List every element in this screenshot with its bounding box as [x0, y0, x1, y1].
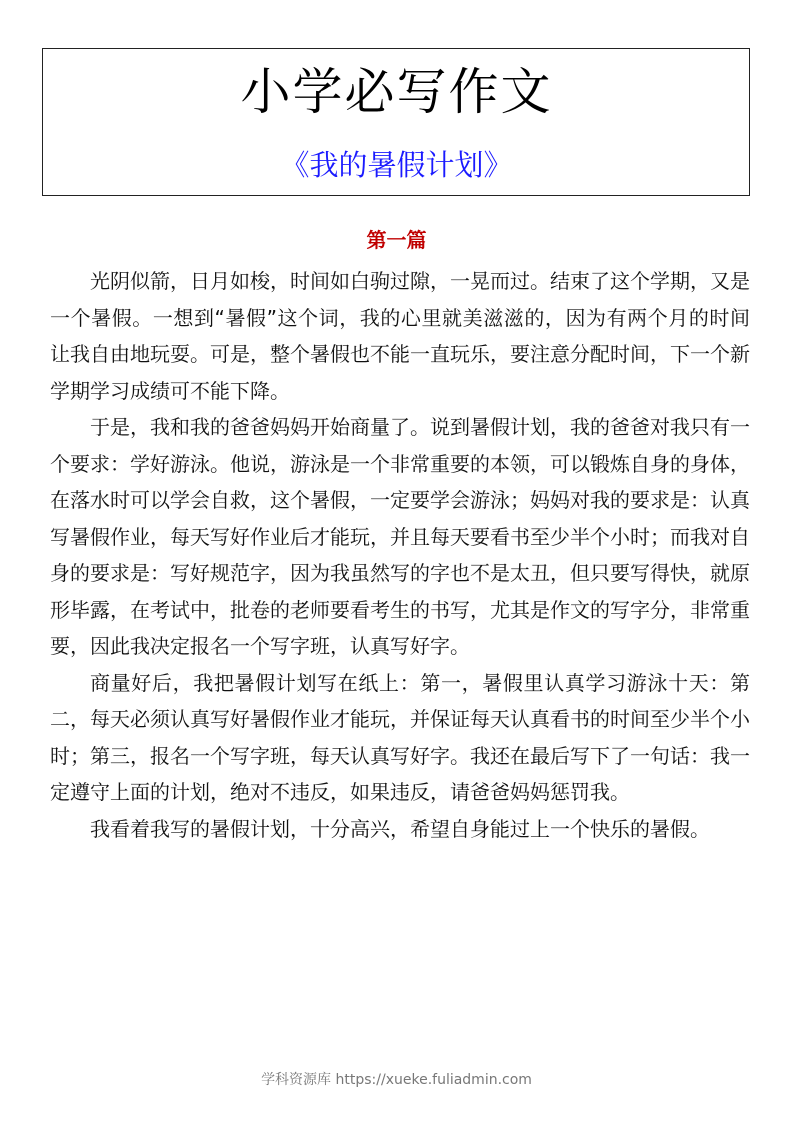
paragraph: 我看着我写的暑假计划，十分高兴，希望自身能过上一个快乐的暑假。 [90, 816, 710, 841]
paragraph: 于是，我和我的爸爸妈妈开始商量了。说到暑假计划，我的爸爸对我只有一个要求：学好游泳。他说，游泳是一个非常重要的本领，可以锻炼自身的身体，在落水时可以学会自救，这个暑假，一定要学会游泳；妈妈对我的要求是：认真写暑假作业，每天写好作业后才能玩，并且每天要看书至少半个小时；而我对自身的要求是：写好规范字，因为我虽然写的字也不是太丑，但只要写得快，就原形毕露，在考试中，批卷的老师要看考生的书写，尤其是作文的写字分，非常重要，因此我决定报名一个写字班，认真写好字。 [50, 415, 750, 658]
footer-source: 学科资源库 https://xueke.fuliadmin.com [261, 1072, 532, 1088]
paragraph: 商量好后，我把暑假计划写在纸上：第一，暑假里认真学习游泳十天：第二，每天必须认真写好暑假作业才能玩，并保证每天认真看书的时间至少半个小时；第三，报名一个写字班，每天认真写好字。我还在最后写下了一句话：我一定遵守上面的计划，绝对不违反，如果违反，请爸爸妈妈惩罚我。 [50, 670, 750, 804]
essay-body [50, 263, 750, 847]
paragraph: 光阴似箭，日月如梭，时间如白驹过隙，一晃而过。结束了这个学期，又是一个暑假。一想到“暑假”这个词，我的心里就美滋滋的，因为有两个月的时间让我自由地玩耍。可是，整个暑假也不能一直玩乐，要注意分配时间，下一个新学期学习成绩可不能下降。 [50, 269, 750, 403]
essay-subtitle: 《我的暑假计划》 [280, 148, 513, 182]
section-heading: 第一篇 [366, 228, 427, 252]
page-title: 小学必写作文 [240, 63, 553, 121]
